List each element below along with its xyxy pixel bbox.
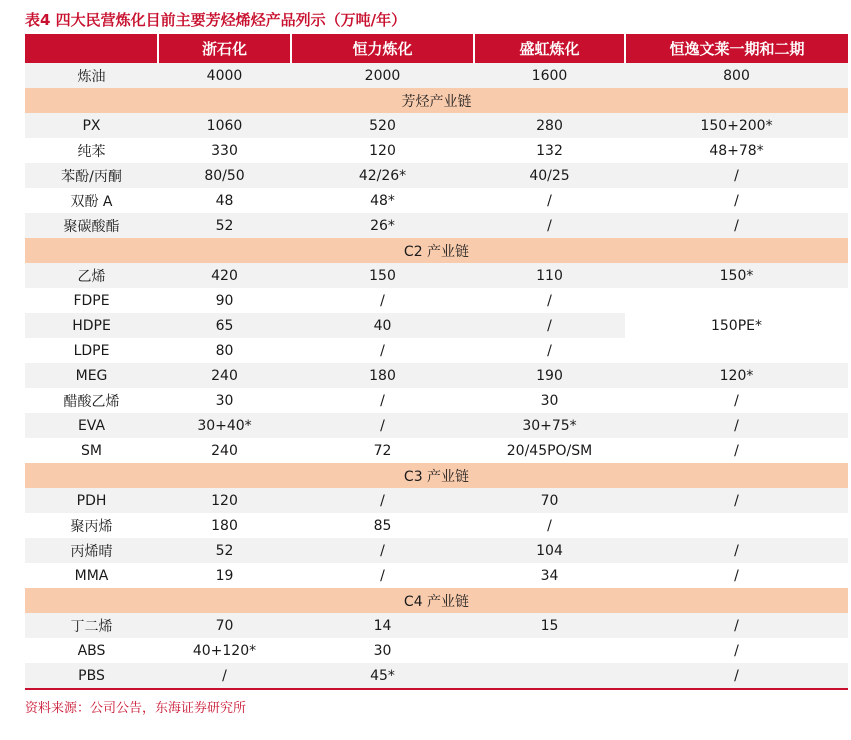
cell-value: /	[547, 192, 552, 209]
header-corner	[25, 34, 158, 63]
cell-value: 15	[474, 613, 625, 638]
cell-value: 48	[215, 192, 234, 209]
cell-value: /	[625, 213, 848, 238]
source-note: 资料来源：公司公告，东海证券研究所	[25, 701, 247, 716]
table-row	[25, 388, 848, 413]
cell-value: 34	[540, 567, 559, 584]
section-title: C4 产业链	[25, 588, 848, 613]
cell-value	[474, 638, 625, 663]
cell-value: 120	[369, 142, 396, 159]
product-table	[25, 34, 848, 690]
cell-value: 65	[158, 313, 291, 338]
row-label: 双酚 A	[70, 193, 113, 210]
table-row	[25, 663, 848, 689]
cell-value: /	[158, 663, 291, 689]
cell-value: 40	[291, 313, 474, 338]
row-label: ABS	[77, 642, 106, 659]
row-label: 乙烯	[25, 263, 158, 288]
cell-value: 800	[625, 63, 848, 88]
cell-value: 85	[373, 517, 392, 534]
cell-value: /	[380, 292, 385, 309]
cell-value: 80/50	[158, 163, 291, 188]
row-label: 炼油	[25, 63, 158, 88]
table-title: 表4 四大民营炼化目前主要芳烃烯烃产品列示（万吨/年）	[25, 11, 407, 29]
cell-value: 14	[291, 613, 474, 638]
cell-value: 52	[158, 538, 291, 563]
table-row	[25, 613, 848, 638]
cell-value: 180	[291, 363, 474, 388]
cell-value: 150*	[625, 263, 848, 288]
row-label: PDH	[25, 488, 158, 513]
cell-value: /	[734, 642, 739, 659]
table-row	[25, 113, 848, 138]
cell-value: /	[734, 567, 739, 584]
cell-value: /	[625, 413, 848, 438]
header-hengli: 恒力炼化	[291, 34, 474, 63]
header-shenghong: 盛虹炼化	[474, 34, 625, 63]
cell-value: 132	[536, 142, 563, 159]
cell-value: 48*	[370, 192, 395, 209]
table-row	[25, 538, 848, 563]
row-label: 丙烯晴	[25, 538, 158, 563]
table-row	[25, 288, 848, 313]
row-label: MMA	[74, 567, 109, 584]
cell-value: 30	[215, 392, 234, 409]
cell-value: 72	[373, 442, 392, 459]
cell-value: /	[291, 413, 474, 438]
table-row	[25, 413, 848, 438]
cell-value: /	[625, 163, 848, 188]
cell-value: 40/25	[474, 163, 625, 188]
cell-value: /	[474, 313, 625, 338]
row-label: 聚丙烯	[70, 518, 113, 535]
cell-value: 42/26*	[291, 163, 474, 188]
cell-value: /	[625, 488, 848, 513]
cell-value: 30	[373, 642, 392, 659]
cell-value: /	[547, 517, 552, 534]
section-title: C2 产业链	[25, 238, 848, 263]
cell-value: 120	[158, 488, 291, 513]
cell-value: 150+200*	[625, 113, 848, 138]
cell-value: 180	[211, 517, 238, 534]
cell-value: 30+40*	[158, 413, 291, 438]
row-label: HDPE	[25, 313, 158, 338]
cell-value: 280	[474, 113, 625, 138]
table-row	[25, 163, 848, 188]
cell-value: /	[380, 392, 385, 409]
table-row	[25, 563, 848, 588]
table-row	[25, 513, 848, 538]
cell-value: 20/45PO/SM	[506, 442, 593, 459]
cell-value: 420	[158, 263, 291, 288]
cell-value: /	[625, 613, 848, 638]
table-row	[25, 638, 848, 663]
cell-value: /	[625, 538, 848, 563]
cell-value: /	[734, 392, 739, 409]
table-row	[25, 213, 848, 238]
cell-value: 520	[291, 113, 474, 138]
header-hengyi-brunei: 恒逸文莱一期和二期	[625, 34, 848, 63]
cell-value: 19	[215, 567, 234, 584]
cell-value: 1060	[158, 113, 291, 138]
cell-value: 4000	[158, 63, 291, 88]
cell-value: 330	[211, 142, 238, 159]
table-row	[25, 188, 848, 213]
row-label: 聚碳酸酯	[25, 213, 158, 238]
cell-value: 240	[158, 363, 291, 388]
cell-value: 1600	[474, 63, 625, 88]
row-label: SM	[81, 442, 102, 459]
cell-value: /	[734, 192, 739, 209]
row-label: 丁二烯	[25, 613, 158, 638]
cell-value: 30	[540, 392, 559, 409]
cell-value: /	[291, 488, 474, 513]
cell-value: /	[291, 538, 474, 563]
cell-value: 90	[215, 292, 234, 309]
row-label: FDPE	[73, 292, 110, 309]
cell-value: 70	[158, 613, 291, 638]
section-row	[25, 588, 848, 613]
table-row	[25, 438, 848, 463]
section-row	[25, 463, 848, 488]
row-label: EVA	[25, 413, 158, 438]
row-label: PBS	[25, 663, 158, 689]
section-title: 芳烃产业链	[25, 88, 848, 113]
cell-value: 40+120*	[192, 642, 257, 659]
section-row	[25, 88, 848, 113]
cell-value: 110	[474, 263, 625, 288]
section-title: C3 产业链	[25, 463, 848, 488]
row-label: 醋酸乙烯	[63, 393, 120, 410]
cell-value: /	[625, 663, 848, 689]
merged-pe-cell: 150PE*	[625, 288, 848, 363]
cell-value: 240	[211, 442, 238, 459]
cell-value: 26*	[291, 213, 474, 238]
cell-value: 48+78*	[709, 142, 764, 159]
table-row	[25, 138, 848, 163]
row-label: LDPE	[73, 342, 110, 359]
table-row	[25, 263, 848, 288]
cell-value: 45*	[291, 663, 474, 689]
section-row	[25, 238, 848, 263]
cell-value: 52	[158, 213, 291, 238]
cell-value: /	[734, 442, 739, 459]
cell-value: 30+75*	[474, 413, 625, 438]
cell-value	[625, 513, 848, 538]
table-row	[25, 488, 848, 513]
header-zheshihua: 浙石化	[158, 34, 291, 63]
cell-value: /	[380, 342, 385, 359]
cell-value: 2000	[291, 63, 474, 88]
cell-value: 70	[474, 488, 625, 513]
cell-value: 120*	[625, 363, 848, 388]
cell-value: /	[547, 292, 552, 309]
cell-value: 150	[291, 263, 474, 288]
cell-value: 190	[474, 363, 625, 388]
cell-value: /	[547, 342, 552, 359]
row-label: MEG	[25, 363, 158, 388]
cell-value: /	[380, 567, 385, 584]
row-label: 苯酚/丙酮	[25, 163, 158, 188]
cell-value: 80	[215, 342, 234, 359]
table-row	[25, 363, 848, 388]
header-row	[25, 34, 848, 63]
cell-value: 104	[474, 538, 625, 563]
table-row	[25, 63, 848, 88]
cell-value: /	[474, 213, 625, 238]
row-label: PX	[25, 113, 158, 138]
cell-value	[474, 663, 625, 689]
row-label: 纯苯	[77, 143, 106, 160]
